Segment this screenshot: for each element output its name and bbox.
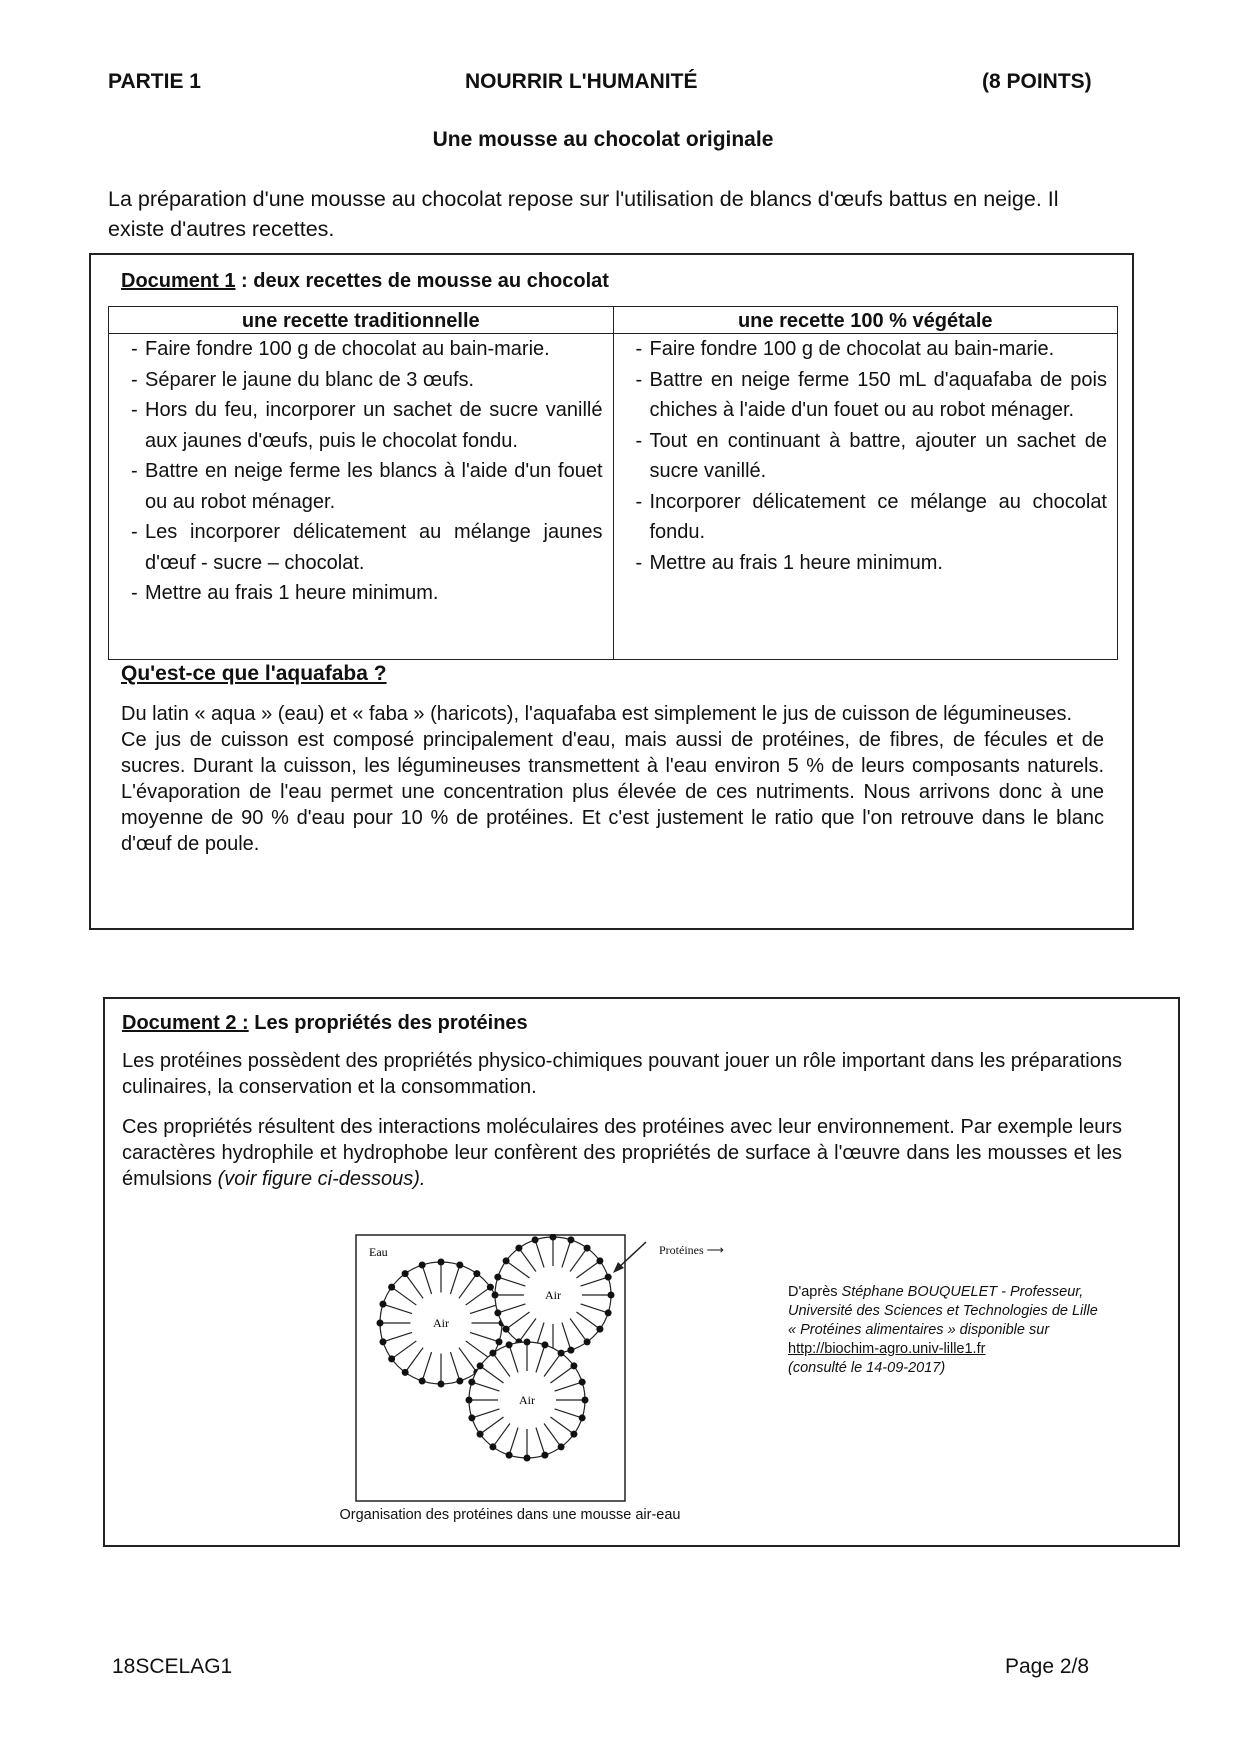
source-author: Stéphane BOUQUELET - Professeur, — [841, 1284, 1084, 1300]
document-1-title-text: : deux recettes de mousse au chocolat — [235, 270, 609, 292]
recipe-step: - Mettre au frais 1 heure minimum. — [630, 548, 1108, 579]
arrow-right-icon: ⟶ — [706, 1243, 724, 1257]
traditional-column — [109, 334, 614, 660]
intro-text: La préparation d'une mousse au chocolat repose sur l'utilisation de blancs d'œufs battus en neige. Il existe d'autres recettes. — [108, 187, 1059, 241]
recipe-step: - Faire fondre 100 g de chocolat au bain-marie. — [630, 334, 1108, 365]
protein-head — [503, 1257, 510, 1264]
recipe-step: - Les incorporer délicatement au mélange jaunes d'œuf - sucre – chocolat. — [125, 517, 603, 578]
protein-head — [402, 1369, 409, 1376]
protein-head — [567, 1236, 574, 1243]
recipe-step: - Mettre au frais 1 heure minimum. — [125, 578, 603, 609]
document-2-paragraph-2 — [122, 1114, 1122, 1192]
aquafaba-text — [121, 701, 1104, 857]
protein-head — [541, 1452, 548, 1459]
protein-head — [496, 1338, 503, 1345]
air-label: Air — [519, 1393, 535, 1407]
protein-head — [524, 1339, 531, 1346]
air-label: Air — [545, 1288, 561, 1302]
protein-head — [468, 1379, 475, 1386]
vegan-column — [613, 334, 1118, 660]
page-subtitle: Une mousse au chocolat originale — [432, 128, 774, 151]
protein-head — [377, 1320, 384, 1327]
page-number: Page 2/8 — [1005, 1655, 1090, 1678]
traditional-heading: une recette traditionnelle — [109, 307, 614, 334]
protein-head — [503, 1326, 510, 1333]
source-prefix: D'après — [788, 1284, 842, 1300]
document-2-label: Document 2 : — [122, 1012, 249, 1034]
protein-head — [402, 1270, 409, 1277]
points-label: (8 POINTS) — [982, 70, 1092, 93]
protein-head — [438, 1259, 445, 1266]
document-2-title — [122, 1012, 528, 1035]
source-title: « Protéines alimentaires » disponible sur — [788, 1322, 1050, 1338]
protein-label-text: Protéines — [659, 1243, 704, 1257]
protein-head — [489, 1443, 496, 1450]
protein-head — [570, 1362, 577, 1369]
protein-head — [532, 1236, 539, 1243]
protein-head — [477, 1362, 484, 1369]
source-link[interactable]: http://biochim-agro.univ-lille1.fr — [788, 1341, 986, 1357]
aquafaba-heading: Qu'est-ce que l'aquafaba ? — [121, 662, 387, 685]
protein-head — [379, 1301, 386, 1308]
recipe-step: - Battre en neige ferme 150 mL d'aquafaba de pois chiches à l'aide d'un fouet ou au robot ménager. — [630, 365, 1108, 426]
protein-head — [438, 1381, 445, 1388]
protein-head — [388, 1284, 395, 1291]
protein-head — [456, 1261, 463, 1268]
recipe-step: - Incorporer délicatement ce mélange au chocolat fondu. — [630, 487, 1108, 548]
protein-head — [605, 1309, 612, 1316]
aquafaba-paragraph-2: Ce jus de cuisson est composé principalement d'eau, mais aussi de protéines, de fibres, de fécules et de sucres. Durant la cuisson, les légumineuses transmettent à l'eau environ 5 % de leurs composants naturels. L'évaporation de l'eau permet une concentration plus élevée de ces nutriments. Nous arrivons donc à une moyenne de 90 % d'eau pour 10 % de protéines. Et c'est justement le ratio que l'on retrouve dans le blanc d'œuf de poule. — [121, 729, 1104, 855]
protein-head — [506, 1452, 513, 1459]
theme-title: NOURRIR L'HUMANITÉ — [465, 70, 698, 93]
source-citation — [788, 1283, 1098, 1378]
protein-head — [579, 1414, 586, 1421]
protein-head — [567, 1347, 574, 1354]
recipe-step: - Battre en neige ferme les blancs à l'aide d'un fouet ou au robot ménager. — [125, 456, 603, 517]
recipe-step: - Tout en continuant à battre, ajouter un sachet de sucre vanillé. — [630, 426, 1108, 487]
air-label: Air — [433, 1316, 449, 1330]
protein-head — [596, 1326, 603, 1333]
protein-head — [584, 1245, 591, 1252]
protein-head — [487, 1284, 494, 1291]
protein-head — [515, 1245, 522, 1252]
protein-head — [473, 1270, 480, 1277]
protein-head — [477, 1431, 484, 1438]
document-2-title-text: Les propriétés des protéines — [248, 1012, 528, 1034]
recipe-step: - Faire fondre 100 g de chocolat au bain-marie. — [125, 334, 603, 365]
protein-head — [388, 1355, 395, 1362]
protein-head — [468, 1414, 475, 1421]
paragraph-text: Ces propriétés résultent des interactions moléculaires des protéines avec leur environnement. Par exemple leurs caractères hydrophile et hydrophobe leur confèrent des propriétés de surface à l'œuvre dans les mousses et les émulsions — [122, 1116, 1122, 1190]
protein-head — [494, 1274, 501, 1281]
protein-head — [579, 1379, 586, 1386]
document-1-title — [121, 270, 609, 293]
protein-pointer-arrow-icon — [610, 1240, 650, 1276]
protein-head — [608, 1292, 615, 1299]
recipes-table — [108, 306, 1118, 660]
protein-head — [489, 1350, 496, 1357]
protein-head — [524, 1455, 531, 1462]
source-date: (consulté le 14-09-2017) — [788, 1360, 946, 1376]
protein-head — [466, 1397, 473, 1404]
document-code: 18SCELAG1 — [112, 1655, 233, 1678]
protein-head — [558, 1443, 565, 1450]
document-2-paragraph-1: Les protéines possèdent des propriétés physico-chimiques pouvant jouer un rôle important dans les préparations culinaires, la conservation et la consommation. — [122, 1050, 1122, 1098]
air-bubble — [492, 1234, 615, 1357]
protein-head — [558, 1350, 565, 1357]
protein-head — [596, 1257, 603, 1264]
water-label: Eau — [369, 1245, 388, 1259]
source-institution: Université des Sciences et Technologies de Lille — [788, 1303, 1098, 1319]
figure-caption: Organisation des protéines dans une mousse air-eau — [339, 1507, 681, 1523]
vegan-heading: une recette 100 % végétale — [613, 307, 1118, 334]
protein-label — [659, 1243, 724, 1258]
protein-head — [541, 1341, 548, 1348]
protein-head — [582, 1397, 589, 1404]
recipe-step: - Séparer le jaune du blanc de 3 œufs. — [125, 365, 603, 396]
protein-head — [492, 1292, 499, 1299]
protein-head — [570, 1431, 577, 1438]
document-1-label: Document 1 — [121, 270, 236, 292]
protein-head — [379, 1338, 386, 1345]
protein-head — [506, 1341, 513, 1348]
protein-head — [419, 1261, 426, 1268]
figure-reference: (voir figure ci-dessous). — [217, 1168, 426, 1190]
recipe-step: - Hors du feu, incorporer un sachet de sucre vanillé aux jaunes d'œufs, puis le chocolat fondu. — [125, 395, 603, 456]
protein-head — [456, 1378, 463, 1385]
protein-head — [419, 1378, 426, 1385]
protein-head — [584, 1338, 591, 1345]
aquafaba-paragraph-1: Du latin « aqua » (eau) et « faba » (haricots), l'aquafaba est simplement le jus de cuisson de légumineuses. — [121, 703, 1073, 725]
part-label: PARTIE 1 — [108, 70, 201, 93]
protein-head — [494, 1309, 501, 1316]
